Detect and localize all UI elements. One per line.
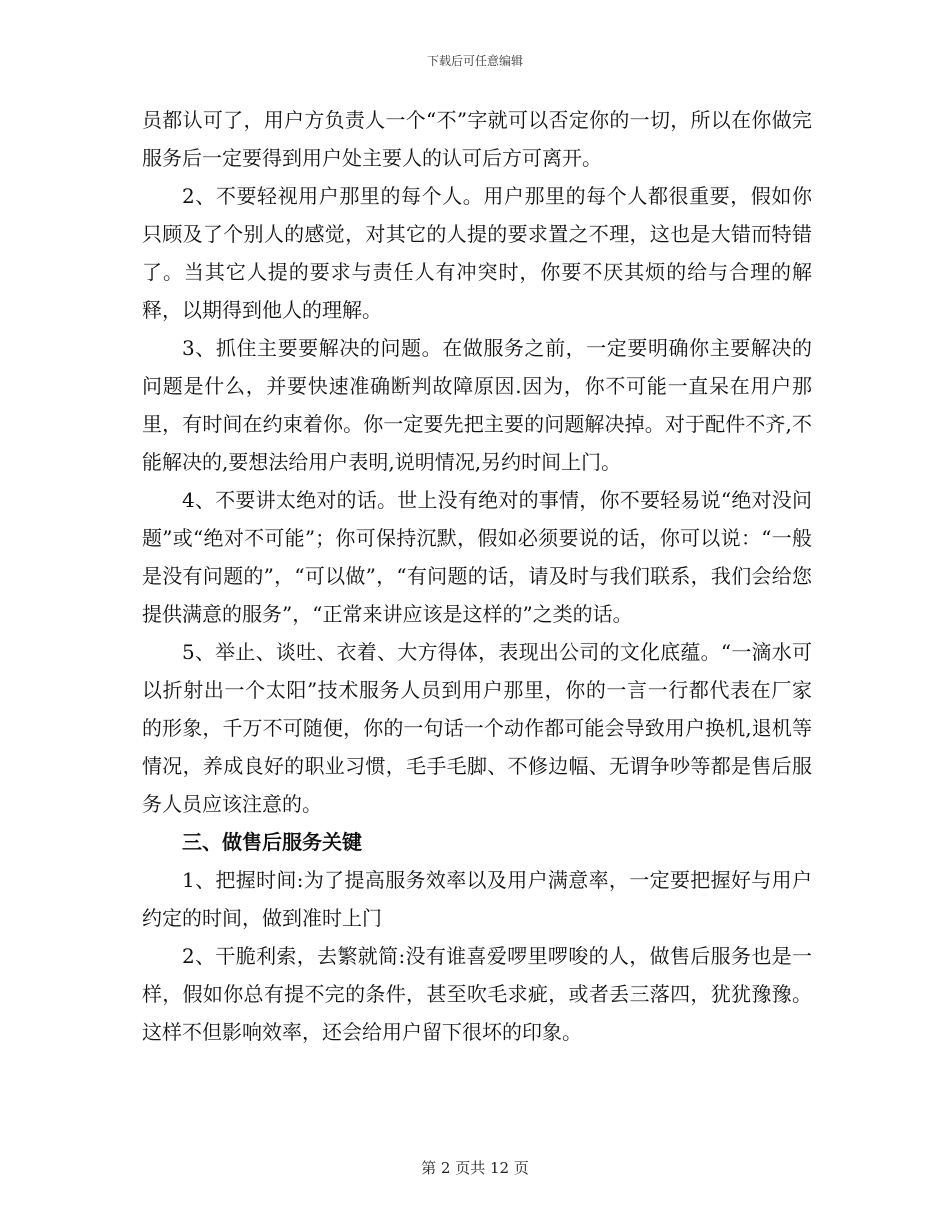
page-header: 下载后可任意编辑 xyxy=(426,54,523,68)
paragraph-key-1: 1、把握时间:为了提高服务效率以及用户满意率，一定要把握好与用户约定的时间，做到准时上门 xyxy=(142,868,812,930)
paragraph-item-5: 5、举止、谈吐、衣着、大方得体，表现出公司的文化底蕴。“一滴水可以折射出一个太阳”技术服务人员到用户那里，你的一言一行都代表在厂家的形象，千万不可随便，你的一句话一个动作都可能会导致用户换机,退机等情况，养成良好的职业习惯，毛手毛脚、不修边幅、无谓争吵等都是售后服务人员应该注意的。 xyxy=(142,640,812,816)
paragraph-key-2: 2、干脆利索，去繁就简:没有谁喜爱啰里啰唆的人，做售后服务也是一样，假如你总有提不完的条件，甚至吹毛求疵，或者丢三落四，犹犹豫豫。这样不但影响效率，还会给用户留下很坏的印象。 xyxy=(142,944,812,1044)
paragraph-item-3: 3、抓住主要要解决的问题。在做服务之前，一定要明确你主要解决的问题是什么，并要快速准确断判故障原因.因为，你不可能一直呆在用户那里，有时间在约束着你。你一定要先把主要的问题解决掉。对于配件不齐,不能解决的,要想法给用户表明,说明情况,另约时间上门。 xyxy=(142,336,812,474)
paragraph-continuation: 员都认可了，用户方负责人一个“不”字就可以否定你的一切，所以在你做完服务后一定要得到用户处主要人的认可后方可离开。 xyxy=(142,108,812,170)
paragraph-item-2: 2、不要轻视用户那里的每个人。用户那里的每个人都很重要，假如你只顾及了个别人的感觉，对其它的人提的要求置之不理，这也是大错而特错了。当其它人提的要求与责任人有冲突时，你要不厌其烦的给与合理的解释，以期得到他人的理解。 xyxy=(142,184,812,322)
document-body xyxy=(142,101,812,1051)
paragraph-item-4: 4、不要讲太绝对的话。世上没有绝对的事情，你不要轻易说“绝对没问题”或“绝对不可能”；你可保持沉默，假如必须要说的话，你可以说：“一般是没有问题的”，“可以做”，“有问题的话，请及时与我们联系，我们会给您提供满意的服务”，“正常来讲应该是这样的”之类的话。 xyxy=(142,488,812,626)
section-heading: 三、做售后服务关键 xyxy=(182,830,362,854)
page-number-footer: 第 2 页共 12 页 xyxy=(421,1159,529,1177)
